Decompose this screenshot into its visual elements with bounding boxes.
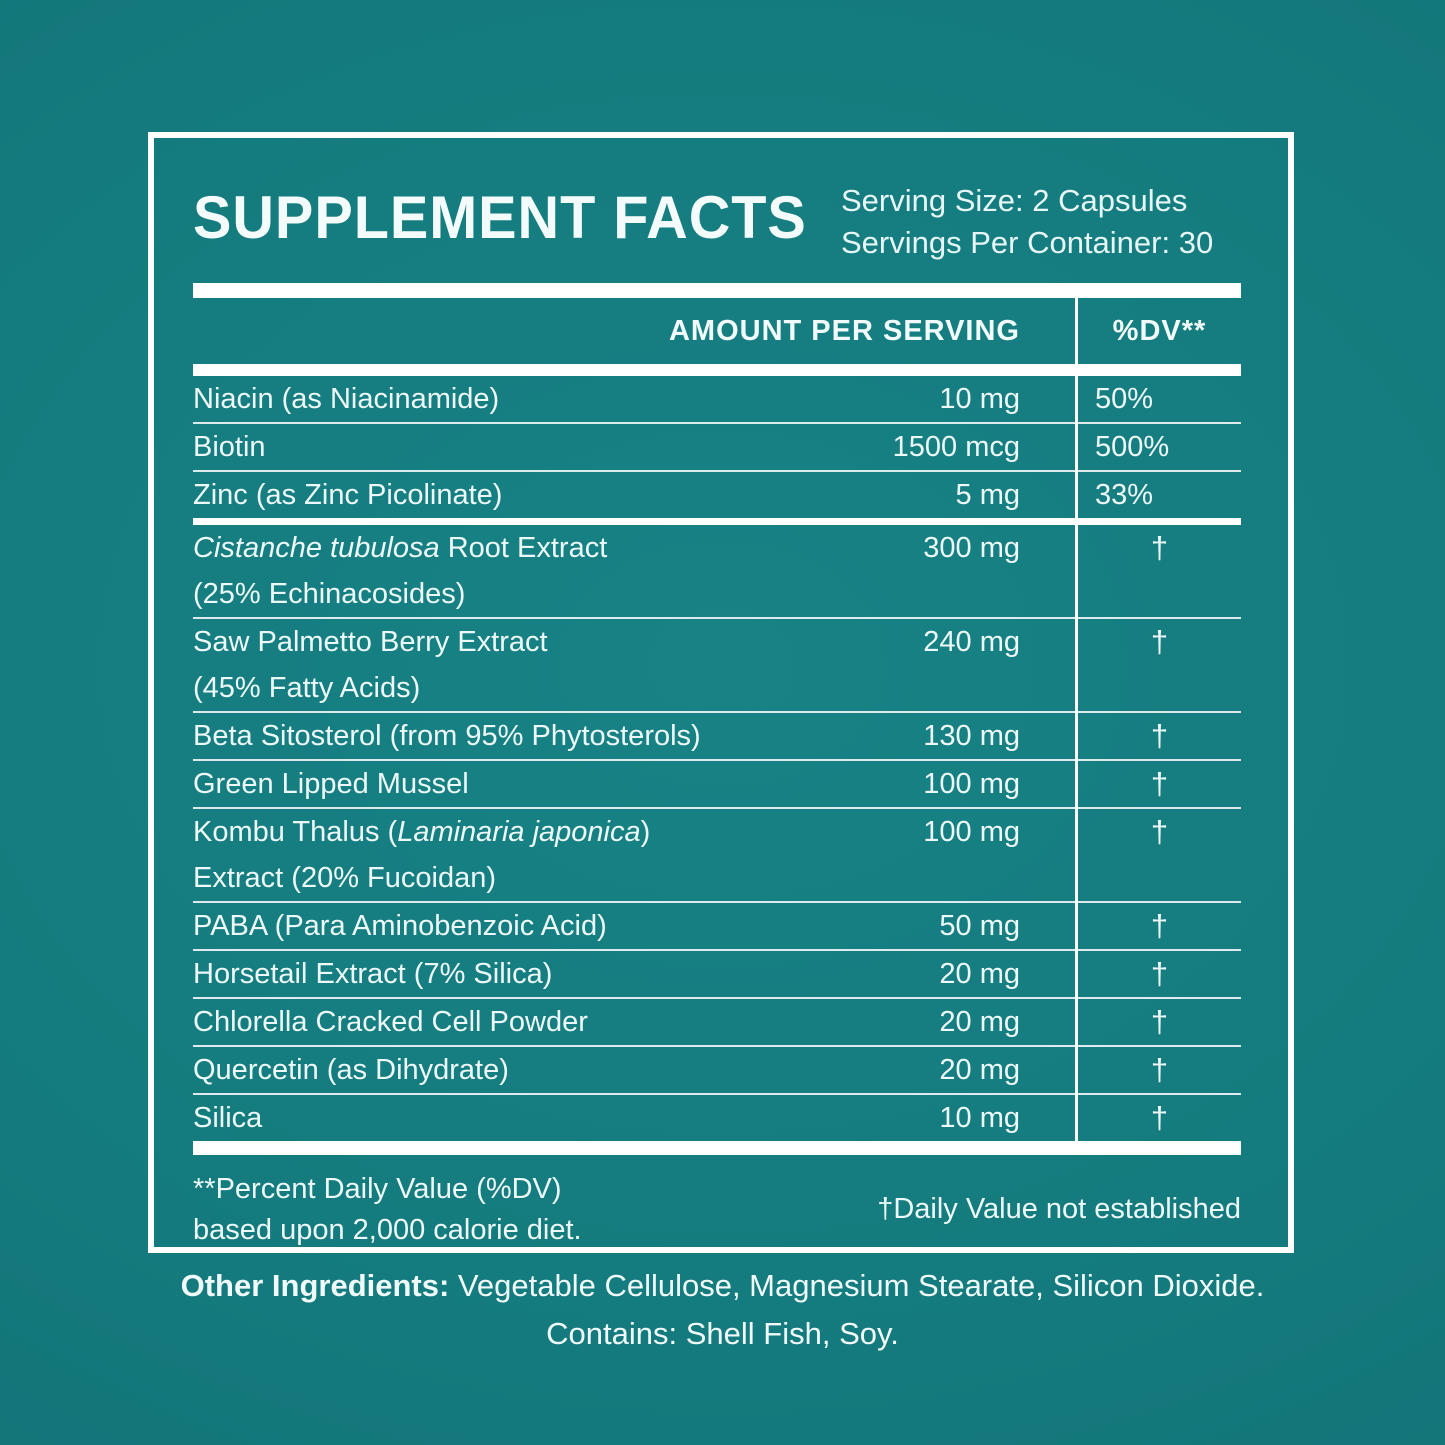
other-ingredients <box>0 1262 1445 1358</box>
dv-value: † <box>1150 908 1169 943</box>
ingredient-name-cell <box>193 809 840 901</box>
ingredient-name-line2: (45% Fatty Acids) <box>193 672 421 704</box>
dv-not-established-note: †Daily Value not established <box>877 1193 1241 1226</box>
ingredient-name-cell <box>193 619 840 711</box>
ingredient-name-cell <box>193 761 840 807</box>
dv-value: † <box>1150 530 1169 565</box>
table-bottom-bar <box>193 1141 1241 1155</box>
supplement-row <box>193 809 1241 901</box>
ingredient-name-text: Chlorella Cracked Cell Powder <box>193 1006 588 1038</box>
table-rows <box>193 376 1241 1141</box>
dv-value: 50% <box>1095 383 1154 415</box>
ingredient-name <box>193 903 840 949</box>
ingredient-name-text: Biotin <box>193 431 266 463</box>
amount-value: 1500 mcg <box>892 431 1020 463</box>
facts-table <box>193 298 1241 1155</box>
table-header-row <box>193 298 1241 364</box>
amount-value: 10 mg <box>939 1102 1020 1134</box>
other-ingredients-line-1 <box>0 1262 1445 1310</box>
ingredient-name-latin: Cistanche tubulosa <box>193 532 440 564</box>
ingredient-name-cell <box>193 424 840 470</box>
column-divider-line <box>1075 298 1078 1155</box>
ingredient-name <box>193 1047 840 1093</box>
section-divider-bar <box>193 518 1241 525</box>
ingredient-name-text: Zinc (as Zinc Picolinate) <box>193 479 503 511</box>
percent-dv-footnote <box>193 1169 582 1250</box>
ingredient-name <box>193 713 840 759</box>
supplement-row <box>193 525 1241 617</box>
header-top-bar <box>193 283 1241 298</box>
page-title: SUPPLEMENT FACTS <box>193 184 807 251</box>
serving-info <box>841 180 1241 264</box>
ingredient-name-cell <box>193 999 840 1045</box>
supplement-row <box>193 472 1241 518</box>
amount-value: 100 mg <box>923 768 1020 800</box>
ingredient-name-text: Silica <box>193 1102 263 1134</box>
header-bottom-bar <box>193 364 1241 376</box>
footnote-line-1: **Percent Daily Value (%DV) <box>193 1173 562 1205</box>
footnote-line-2: based upon 2,000 calorie diet. <box>193 1213 582 1246</box>
amount-value: 130 mg <box>923 720 1020 752</box>
supplement-row <box>193 619 1241 711</box>
other-ingredients-label: Other Ingredients: <box>180 1268 450 1303</box>
amount-value: 20 mg <box>939 958 1020 990</box>
ingredient-name <box>193 809 840 855</box>
ingredient-name-cell <box>193 376 840 422</box>
other-ingredients-text: Vegetable Cellulose, Magnesium Stearate, Silicon Dioxide. <box>449 1268 1265 1303</box>
ingredient-name <box>193 619 840 665</box>
panel-header <box>193 138 1241 283</box>
ingredient-name-text: ) <box>640 816 651 848</box>
ingredient-name <box>193 951 840 997</box>
ingredient-name-text: PABA (Para Aminobenzoic Acid) <box>193 910 607 942</box>
ingredient-name <box>193 424 840 470</box>
supplement-row <box>193 999 1241 1045</box>
dv-value: † <box>1150 624 1169 659</box>
supplement-facts-panel <box>148 132 1294 1253</box>
dv-value: † <box>1150 814 1169 849</box>
dv-column-header: %DV** <box>1112 314 1207 347</box>
ingredient-name-text: Root Extract <box>439 532 608 564</box>
dv-value: † <box>1150 1004 1169 1039</box>
ingredient-name-text: Saw Palmetto Berry Extract <box>193 626 548 658</box>
footnotes <box>193 1155 1241 1250</box>
ingredient-name-line2: (25% Echinacosides) <box>193 578 466 610</box>
serving-size-line: Serving Size: 2 Capsules <box>841 183 1188 218</box>
amount-column-header: AMOUNT PER SERVING <box>668 314 1020 347</box>
dv-value: † <box>1150 1052 1169 1087</box>
ingredient-name <box>193 525 840 571</box>
ingredient-name-text: Beta Sitosterol (from 95% Phytosterols) <box>193 720 701 752</box>
supplement-row <box>193 1047 1241 1093</box>
amount-value: 20 mg <box>939 1054 1020 1086</box>
supplement-row <box>193 903 1241 949</box>
amount-value: 100 mg <box>923 816 1020 848</box>
amount-value: 50 mg <box>939 910 1020 942</box>
ingredient-name-text: Green Lipped Mussel <box>193 768 469 800</box>
dv-value: 33% <box>1095 479 1154 511</box>
ingredient-name-cell <box>193 951 840 997</box>
amount-value: 240 mg <box>923 626 1020 658</box>
dv-value: † <box>1150 766 1169 801</box>
ingredient-name-cell <box>193 525 840 617</box>
supplement-row <box>193 376 1241 422</box>
ingredient-name <box>193 761 840 807</box>
amount-value: 300 mg <box>923 532 1020 564</box>
ingredient-name-line2: Extract (20% Fucoidan) <box>193 862 497 894</box>
dv-value: † <box>1150 718 1169 753</box>
ingredient-name-text: Quercetin (as Dihydrate) <box>193 1054 509 1086</box>
dv-value: † <box>1150 1100 1169 1135</box>
ingredient-name-cell <box>193 1095 840 1141</box>
ingredient-name-latin: Laminaria japonica <box>397 816 641 848</box>
ingredient-name-cell <box>193 472 840 518</box>
ingredient-name <box>193 999 840 1045</box>
amount-value: 10 mg <box>939 383 1020 415</box>
ingredient-name <box>193 1095 840 1141</box>
supplement-row <box>193 761 1241 807</box>
ingredient-name-cell <box>193 1047 840 1093</box>
dv-value: † <box>1150 956 1169 991</box>
ingredient-name <box>193 472 840 518</box>
supplement-row <box>193 951 1241 997</box>
dv-value: 500% <box>1095 431 1170 463</box>
ingredient-name-cell <box>193 903 840 949</box>
amount-value: 20 mg <box>939 1006 1020 1038</box>
ingredient-name-cell <box>193 713 840 759</box>
ingredient-name-text: Niacin (as Niacinamide) <box>193 383 500 415</box>
other-ingredients-line-2: Contains: Shell Fish, Soy. <box>546 1316 899 1352</box>
supplement-row <box>193 713 1241 759</box>
supplement-row <box>193 1095 1241 1141</box>
supplement-row <box>193 424 1241 470</box>
ingredient-name-text: Kombu Thalus ( <box>193 816 398 848</box>
ingredient-name-text: Horsetail Extract (7% Silica) <box>193 958 553 990</box>
ingredient-name <box>193 376 840 422</box>
servings-per-container-line: Servings Per Container: 30 <box>841 224 1214 260</box>
amount-value: 5 mg <box>955 479 1020 511</box>
